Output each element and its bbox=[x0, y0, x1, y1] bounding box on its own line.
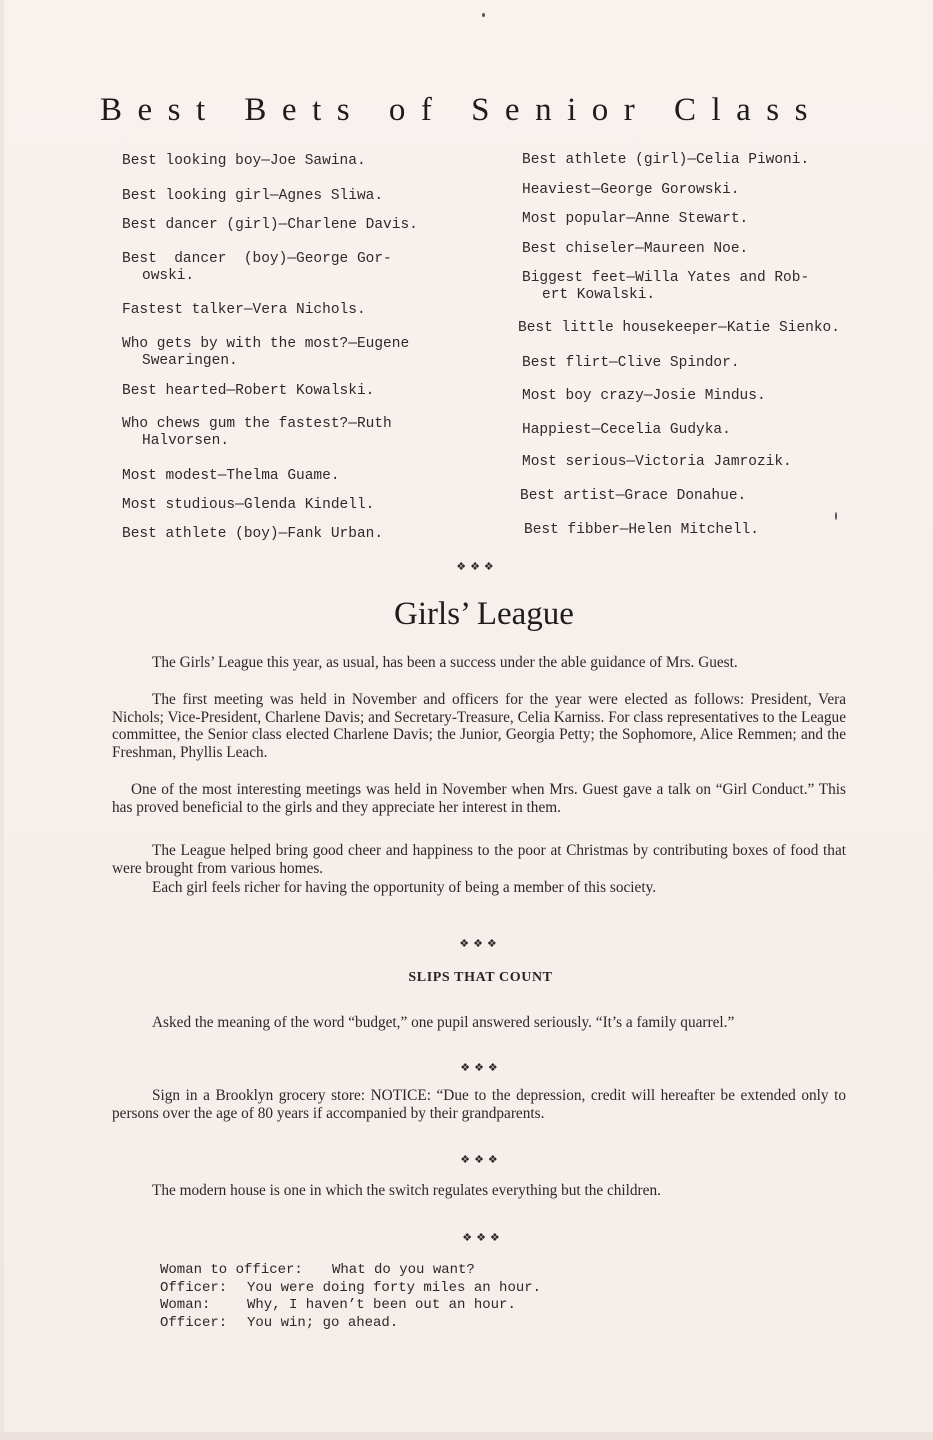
best-bet-text: Best fibber—Helen Mitchell. bbox=[524, 522, 759, 538]
best-bet-text: Best chiseler—Maureen Noe. bbox=[522, 241, 749, 257]
section-divider-ornament: ❖❖❖ bbox=[460, 1154, 502, 1166]
girls-league-paragraph bbox=[112, 691, 846, 761]
best-bet-continuation: Halvorsen. bbox=[142, 433, 230, 449]
best-bet-item bbox=[122, 302, 366, 319]
section-divider-ornament: ❖❖❖ bbox=[459, 938, 501, 950]
dialogue-line bbox=[160, 1315, 541, 1333]
best-bet-item bbox=[520, 488, 746, 505]
best-bet-continuation: Swearingen. bbox=[142, 353, 238, 369]
best-bet-text: Best athlete (boy)—Fank Urban. bbox=[122, 526, 384, 542]
paragraph-text: One of the most interesting meetings was held in November when Mrs. Guest gave a talk on “Girl Conduct.” This has proved beneficial to the girls and they appreciate her interest in them. bbox=[112, 781, 846, 816]
best-bet-item bbox=[522, 211, 748, 228]
best-bet-text: Most popular—Anne Stewart. bbox=[522, 211, 749, 227]
best-bet-item bbox=[122, 497, 374, 514]
paragraph-text: Each girl feels richer for having the opportunity of being a member of this society. bbox=[152, 879, 657, 896]
page-edge-bottom bbox=[0, 1432, 933, 1440]
best-bets-title: Best Bets of Senior Class bbox=[100, 92, 823, 128]
best-bet-text: Most modest—Thelma Guame. bbox=[122, 468, 340, 484]
best-bet-continuation: owski. bbox=[142, 268, 195, 284]
joke-dialogue bbox=[160, 1262, 541, 1332]
girls-league-paragraph bbox=[112, 654, 846, 672]
best-bet-text: Fastest talker—Vera Nichols. bbox=[122, 302, 366, 318]
best-bet-item bbox=[522, 241, 748, 258]
best-bet-item bbox=[518, 320, 840, 337]
best-bet-text: Best dancer (girl)—Charlene Davis. bbox=[122, 217, 418, 233]
dialogue-text: What do you want? bbox=[332, 1262, 475, 1278]
paragraph-text: The first meeting was held in November and officers for the year were elected as follows: President, Vera Nichols; Vice-President, Charlene Davis; and Secretary-Treasure, Celia Karniss. For class representatives to the League committee, the Senior class elected Charlene Davis; the Junior, Georgia Petty; the Sophomore, Alice Remmen; and the Freshman, Phyllis Leach. bbox=[112, 691, 846, 761]
best-bet-item bbox=[524, 522, 759, 539]
best-bet-text: Best flirt—Clive Spindor. bbox=[522, 355, 740, 371]
best-bet-item bbox=[522, 454, 792, 471]
best-bet-item bbox=[122, 336, 409, 370]
girls-league-title: Girls’ League bbox=[394, 596, 574, 632]
dialogue-line bbox=[160, 1262, 541, 1280]
best-bet-item bbox=[522, 270, 809, 304]
best-bet-continuation: ert Kowalski. bbox=[542, 287, 656, 303]
best-bet-text: Best athlete (girl)—Celia Piwoni. bbox=[522, 152, 810, 168]
paragraph-text: The League helped bring good cheer and happiness to the poor at Christmas by contributing boxes of food that were brought from various homes. bbox=[112, 842, 846, 877]
girls-league-paragraph bbox=[112, 842, 846, 877]
best-bet-text: Most boy crazy—Josie Mindus. bbox=[522, 388, 766, 404]
girls-league-paragraph bbox=[112, 781, 846, 816]
paragraph-text: The Girls’ League this year, as usual, has been a success under the able guidance of Mrs. Guest. bbox=[152, 654, 738, 671]
best-bet-text: Best artist—Grace Donahue. bbox=[520, 488, 747, 504]
best-bet-item bbox=[522, 388, 766, 405]
best-bet-text: Best looking boy—Joe Sawina. bbox=[122, 153, 366, 169]
best-bet-text: Best dancer (boy)—George Gor- bbox=[122, 251, 392, 267]
section-divider-ornament: ❖❖❖ bbox=[456, 561, 498, 573]
best-bet-item bbox=[122, 217, 418, 234]
section-divider-ornament: ❖❖❖ bbox=[462, 1232, 504, 1244]
slip-text: Sign in a Brooklyn grocery store: NOTICE: “Due to the depression, credit will hereafter be extended only to persons over the age of 80 years if accompanied by their grandparents. bbox=[112, 1087, 846, 1122]
dialogue-speaker: Officer: bbox=[160, 1279, 228, 1296]
best-bet-item bbox=[122, 383, 374, 400]
slip-item bbox=[112, 1014, 846, 1032]
best-bet-text: Who chews gum the fastest?—Ruth bbox=[122, 416, 392, 432]
dialogue-line bbox=[160, 1280, 541, 1298]
section-divider-ornament: ❖❖❖ bbox=[460, 1062, 502, 1074]
best-bet-item bbox=[122, 153, 366, 170]
best-bet-item bbox=[122, 416, 392, 450]
best-bet-text: Who gets by with the most?—Eugene bbox=[122, 336, 410, 352]
dialogue-speaker: Woman to officer: bbox=[160, 1262, 303, 1278]
best-bet-text: Biggest feet—Willa Yates and Rob- bbox=[522, 270, 810, 286]
slips-that-count-title: SLIPS THAT COUNT bbox=[408, 970, 553, 985]
ink-speck bbox=[482, 13, 485, 17]
best-bet-item bbox=[522, 422, 731, 439]
best-bet-item bbox=[522, 355, 740, 372]
best-bet-text: Heaviest—George Gorowski. bbox=[522, 182, 740, 198]
dialogue-text: You were doing forty miles an hour. bbox=[247, 1279, 542, 1296]
dialogue-speaker: Woman: bbox=[160, 1297, 211, 1313]
dialogue-line bbox=[160, 1297, 541, 1315]
best-bet-item bbox=[122, 468, 340, 485]
best-bet-item bbox=[522, 152, 809, 169]
best-bet-text: Happiest—Cecelia Gudyka. bbox=[522, 422, 731, 438]
page-edge-left bbox=[0, 0, 4, 1440]
girls-league-paragraph bbox=[112, 877, 846, 899]
slip-item bbox=[112, 1182, 846, 1200]
slip-text: Asked the meaning of the word “budget,” one pupil answered seriously. “It’s a family quarrel.” bbox=[152, 1014, 735, 1031]
dialogue-speaker: Officer: bbox=[160, 1314, 228, 1331]
dialogue-text: Why, I haven’t been out an hour. bbox=[247, 1297, 516, 1313]
best-bet-item bbox=[122, 526, 383, 543]
best-bet-text: Most studious—Glenda Kindell. bbox=[122, 497, 375, 513]
ink-speck bbox=[835, 512, 837, 520]
best-bet-text: Best little housekeeper—Katie Sienko. bbox=[518, 320, 840, 336]
slip-text: The modern house is one in which the switch regulates everything but the children. bbox=[152, 1182, 661, 1199]
best-bet-item bbox=[522, 182, 740, 199]
slip-item bbox=[112, 1087, 846, 1122]
dialogue-text: You win; go ahead. bbox=[247, 1314, 399, 1331]
best-bet-text: Best looking girl—Agnes Sliwa. bbox=[122, 188, 384, 204]
best-bet-text: Most serious—Victoria Jamrozik. bbox=[522, 454, 792, 470]
best-bet-item bbox=[122, 188, 383, 205]
best-bet-item bbox=[122, 251, 392, 285]
best-bet-text: Best hearted—Robert Kowalski. bbox=[122, 383, 375, 399]
